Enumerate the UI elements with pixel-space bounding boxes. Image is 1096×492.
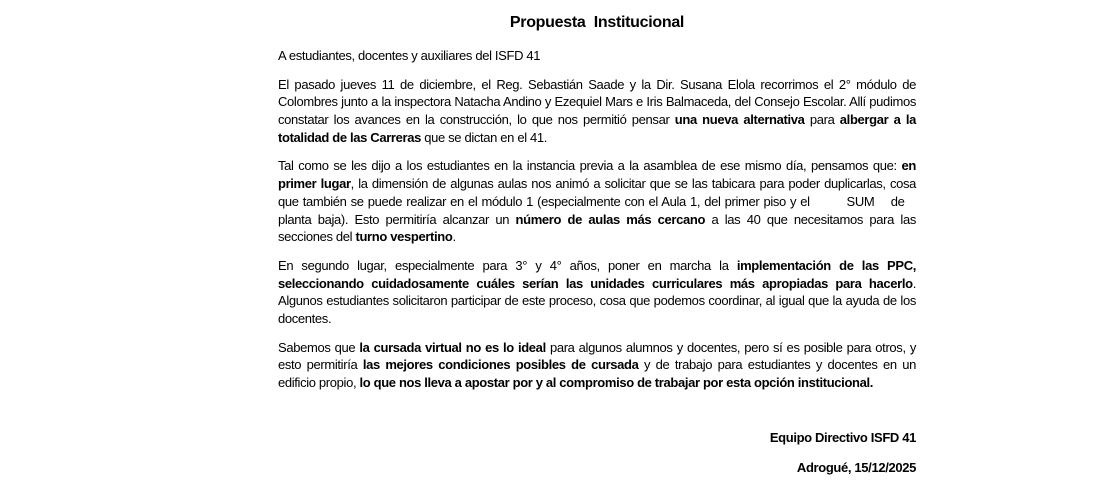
body-paragraph: Sabemos que la cursada virtual no es lo ideal para algunos alumnos y docentes, pero sí es posible para otros, y esto permitiría las mejores condiciones posibles de cursada y de trabajo para estudiantes y docentes en un edificio propio, lo que nos lleva a apostar por y al compromiso de trabajar por esta opción institucional. <box>278 339 916 391</box>
body-paragraph: En segundo lugar, especialmente para 3° y 4° años, poner en marcha la implementación de las PPC, seleccionando cuidadosamente cuáles serían las unidades curriculares más apropiadas para hacerlo. Algunos estudiantes solicitaron participar de este proceso, cosa que podemos coordinar, al igual que la ayuda de los docentes. <box>278 257 917 327</box>
body-paragraph: El pasado jueves 11 de diciembre, el Reg. Sebastián Saade y la Dir. Susana Elola recorrimos el 2° módulo de Colombres junto a la inspectora Natacha Andino y Ezequiel Mars e Iris Balmaceda, del Consejo Escolar. Allí pudimos constatar los avances en la construcción, lo que nos permitió pensar una nueva alternativa para albergar a la totalidad de las Carreras que se dictan en el 41. <box>278 76 916 145</box>
salutation-line: A estudiantes, docentes y auxiliares del ISFD 41 <box>278 48 541 63</box>
document-body <box>278 76 916 392</box>
document-title: Propuesta Institucional <box>509 14 685 31</box>
signature-author-line: Equipo Directivo ISFD 41 <box>769 429 916 445</box>
body-paragraph: Tal como se les dijo a los estudiantes en la instancia previa a la asamblea de ese mismo día, pensamos que: en primer lugar, la dimensión de algunas aulas nos animó a solicitar que se las tabicara para poder duplicarlas, cosa que también se puede realizar en el módulo 1 (especialmente con el Aula 1, del primer piso y el SUM de planta baja). Esto permitiría alcanzar un número de aulas más cercano a las 40 que necesitamos para las secciones del turno vespertino. <box>278 158 917 245</box>
signature-block <box>278 430 916 475</box>
signature-place-date-line: Adrogué, 15/12/2025 <box>796 459 916 475</box>
document-page <box>278 10 916 475</box>
